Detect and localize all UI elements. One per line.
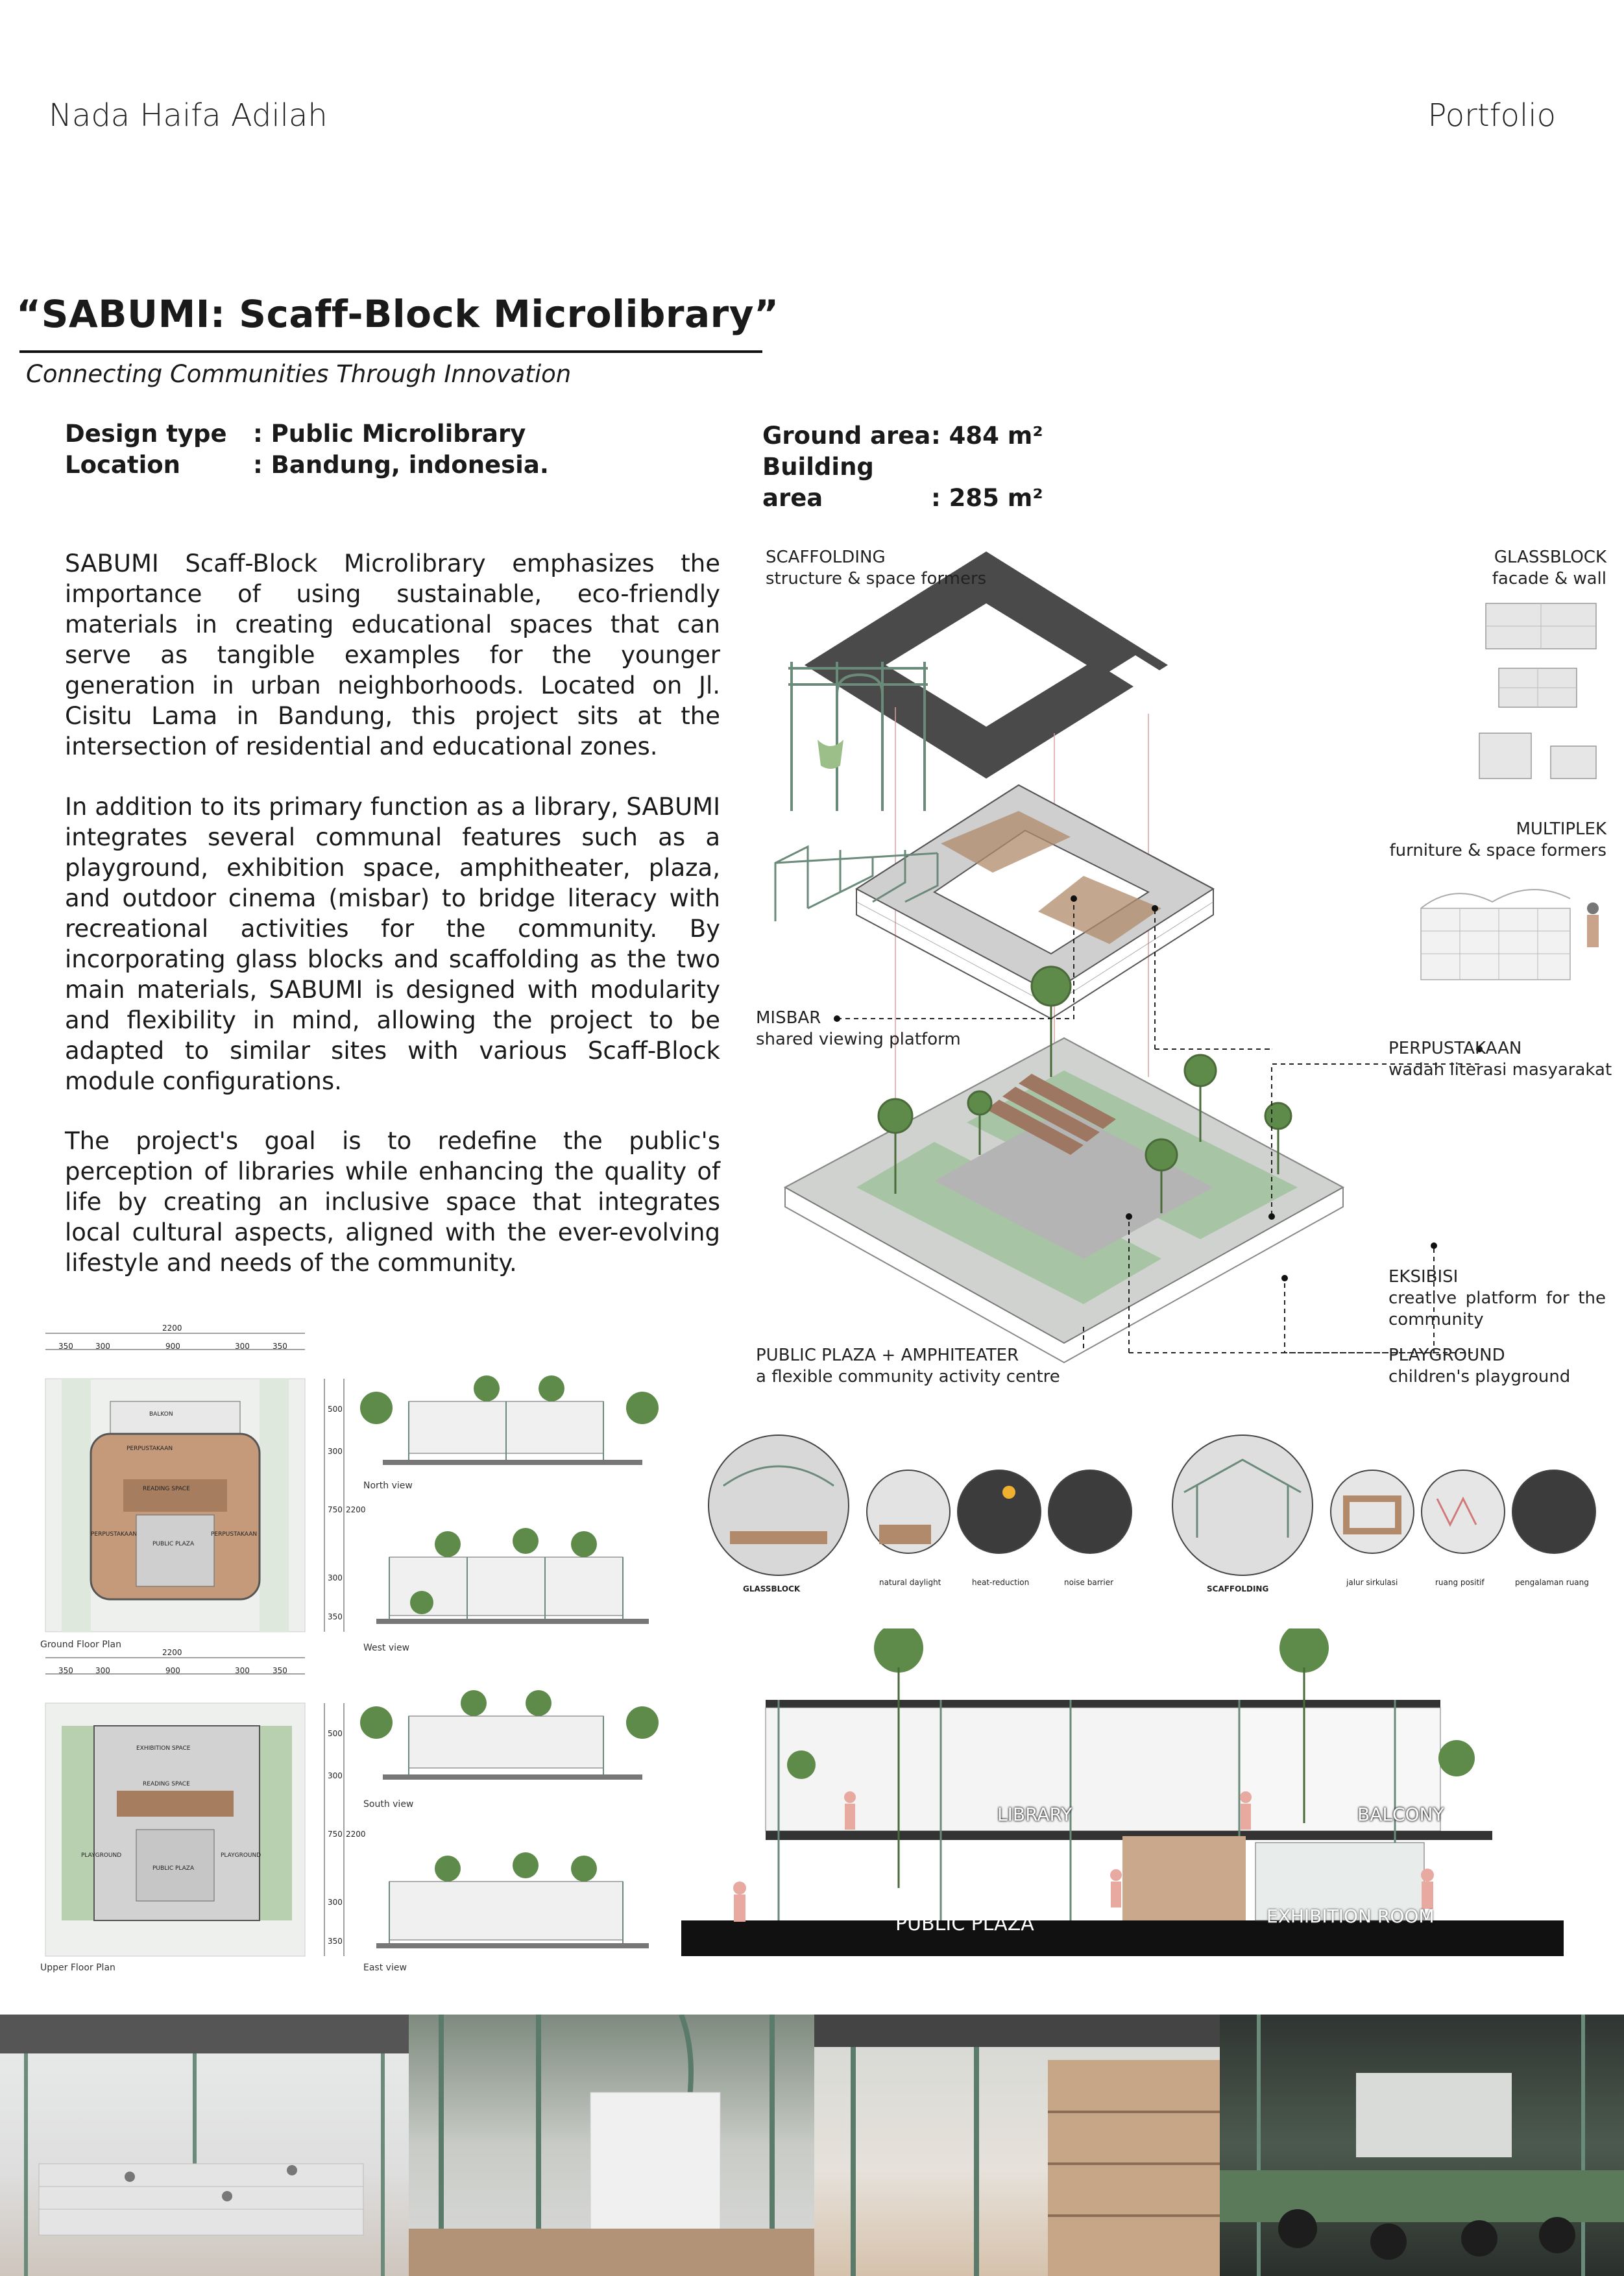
info-right — [762, 420, 1043, 514]
room-reading-space: READING SPACE — [143, 1486, 190, 1492]
room-playground-left: PLAYGROUND — [81, 1852, 122, 1859]
upper-floor-plan-label: Upper Floor Plan — [40, 1963, 115, 1973]
north-elevation — [357, 1362, 662, 1476]
design-type-value: : Public Microlibrary — [253, 420, 526, 448]
upper-plan-dim-5: 350 — [273, 1666, 287, 1675]
room-public-plaza: PUBLIC PLAZA — [152, 1541, 195, 1547]
info-left — [65, 418, 549, 481]
upper-side-dim-3: 750 — [328, 1830, 343, 1839]
plan-dim-4: 300 — [235, 1342, 250, 1351]
room-exhibition-space: EXHIBITION SPACE — [136, 1745, 191, 1752]
page-title: “SABUMI: Scaff-Block Microlibrary” — [16, 292, 779, 336]
benefit-heat-reduction: heat-reduction — [972, 1578, 1030, 1587]
room-upper-public-plaza: PUBLIC PLAZA — [152, 1865, 195, 1872]
annotation-scaffolding — [766, 547, 986, 590]
scaffolding-frames-render — [769, 837, 957, 928]
upper-side-dim-1: 500 — [328, 1729, 343, 1738]
upper-floor-plan — [39, 1648, 363, 1966]
benefit-pengalaman-ruang: pengalaman ruang — [1515, 1578, 1589, 1587]
section-label-library: LIBRARY — [997, 1804, 1073, 1825]
intro-paragraph: SABUMI Scaff-Block Microlibrary emphasizes the importance of using sustainable, eco-friendly materials in creating educational spaces that can serve as tangible examples for the younger generation in urban neighborhoods. Located on Jl. Cisitu Lama in Bandung, this project sits at the intersection of residential and educational zones. — [65, 550, 720, 760]
features-paragraph: In addition to its primary function as a library, SABUMI integrates several communal features such as a playground, exhibition space, amphitheater, plaza, and outdoor cinema (misbar) to bridge literacy with recreational activities for the community. By incorporating glass blocks and scaffolding as the two main materials, SABUMI is designed with modularity and flexibility in mind, allowing the project to be adapted to similar sites with various Scaff-Block module configurations. — [65, 793, 720, 1095]
annotation-eksibisi-desc: creative platform for the community — [1388, 1289, 1606, 1329]
glassblock-render — [1473, 597, 1622, 792]
plan-dim-1: 350 — [58, 1342, 73, 1351]
west-view-label: West view — [363, 1643, 410, 1653]
east-elevation — [357, 1843, 662, 1956]
annotation-misbar-title: MISBAR — [756, 1008, 821, 1028]
ground-floor-plan — [39, 1324, 363, 1641]
annotation-plaza — [756, 1345, 1060, 1388]
upper-side-dim-2: 300 — [328, 1771, 343, 1780]
location-label: Location — [65, 451, 181, 479]
annotation-eksibisi — [1388, 1266, 1606, 1331]
building-area-label: Building area — [762, 453, 874, 512]
glassblock-diagram-label: GLASSBLOCK — [743, 1584, 801, 1593]
scaffolding-diagram-label: SCAFFOLDING — [1207, 1584, 1269, 1593]
page-subtitle: Connecting Communities Through Innovation — [26, 360, 572, 388]
benefit-natural-daylight: natural daylight — [879, 1578, 941, 1587]
annotation-glassblock-title: GLASSBLOCK — [1494, 548, 1606, 567]
upper-plan-dim-4: 300 — [235, 1666, 250, 1675]
south-elevation — [357, 1677, 662, 1791]
plan-dim-total: 2200 — [162, 1324, 182, 1333]
annotation-perpustakaan-desc: wadah literasi masyarakat — [1388, 1060, 1612, 1080]
annotation-eksibisi-title: EKSIBISI — [1388, 1267, 1459, 1287]
plan-side-dim-1: 500 — [328, 1405, 343, 1414]
annotation-glassblock — [1492, 547, 1606, 590]
ground-floor-plan-label: Ground Floor Plan — [40, 1640, 122, 1650]
location-value: : Bandung, indonesia. — [253, 451, 549, 479]
plan-side-dim-4: 300 — [328, 1573, 343, 1582]
material-diagrams — [704, 1434, 1612, 1603]
section-label: Portfolio — [1427, 97, 1556, 134]
room-balkon: BALKON — [149, 1411, 173, 1418]
render-misbar-cinema — [1220, 2015, 1624, 2276]
annotation-playground — [1388, 1345, 1570, 1388]
ground-area-value: : 484 m² — [931, 422, 1043, 450]
annotation-misbar — [756, 1008, 961, 1050]
design-type-label: Design type — [65, 420, 227, 448]
annotation-glassblock-desc: facade & wall — [1492, 569, 1606, 588]
annotation-playground-desc: children's playground — [1388, 1367, 1571, 1386]
room-perpustakaan-top: PERPUSTAKAAN — [127, 1446, 173, 1452]
plan-side-dim-3: 750 — [328, 1505, 343, 1514]
section-label-balcony: BALCONY — [1357, 1804, 1444, 1825]
annotation-multiplek-desc: furniture & space formers — [1389, 841, 1606, 860]
plan-side-dim-5: 350 — [328, 1612, 343, 1621]
annotation-scaffolding-desc: structure & space formers — [766, 569, 987, 588]
east-view-label: East view — [363, 1963, 407, 1973]
ground-area-label: Ground area — [762, 422, 931, 450]
render-library-shelves — [814, 2015, 1220, 2276]
upper-side-dim-4: 300 — [328, 1898, 343, 1907]
room-upper-reading-space: READING SPACE — [143, 1781, 190, 1787]
benefit-ruang-positif: ruang positif — [1435, 1578, 1485, 1587]
plan-side-dim-total: 2200 — [346, 1505, 366, 1514]
plan-side-dim-2: 300 — [328, 1447, 343, 1456]
annotation-plaza-desc: a flexible community activity centre — [756, 1367, 1060, 1386]
annotation-misbar-desc: shared viewing platform — [756, 1030, 961, 1049]
upper-plan-dim-3: 900 — [165, 1666, 180, 1675]
upper-side-dim-total: 2200 — [346, 1830, 366, 1839]
title-underline — [19, 350, 762, 353]
benefit-jalur-sirkulasi: jalur sirkulasi — [1346, 1578, 1398, 1587]
room-perpustakaan-right: PERPUSTAKAAN — [211, 1531, 258, 1538]
west-elevation — [357, 1518, 662, 1632]
annotation-playground-title: PLAYGROUND — [1388, 1346, 1505, 1365]
section-label-exhibition-room: EXHIBITION ROOM — [1266, 1906, 1435, 1927]
annotation-scaffolding-title: SCAFFOLDING — [766, 548, 886, 567]
plan-dim-2: 300 — [95, 1342, 110, 1351]
benefit-noise-barrier: noise barrier — [1064, 1578, 1114, 1587]
room-playground-right: PLAYGROUND — [221, 1852, 261, 1859]
annotation-multiplek-title: MULTIPLEK — [1516, 819, 1606, 839]
render-amphitheater — [0, 2015, 409, 2276]
multiplek-render — [1414, 869, 1622, 993]
upper-plan-dim-2: 300 — [95, 1666, 110, 1675]
upper-plan-dim-total: 2200 — [162, 1648, 182, 1657]
south-view-label: South view — [363, 1799, 414, 1810]
goal-paragraph: The project's goal is to redefine the public's perception of libraries while enhancing the quality of life by creating an inclusive space that integrates local cultural aspects, aligned with the ever-evolving lifestyle and needs of the community. — [65, 1127, 720, 1277]
building-area-value: : 285 m² — [931, 484, 1043, 512]
annotation-perpustakaan — [1388, 1038, 1612, 1081]
room-perpustakaan-left: PERPUSTAKAAN — [91, 1531, 138, 1538]
author-name: Nada Haifa Adilah — [49, 97, 328, 134]
annotation-multiplek — [1389, 819, 1606, 862]
upper-side-dim-5: 350 — [328, 1937, 343, 1946]
plan-dim-3: 900 — [165, 1342, 180, 1351]
section-label-public-plaza: PUBLIC PLAZA — [895, 1913, 1034, 1935]
annotation-perpustakaan-title: PERPUSTAKAAN — [1388, 1039, 1522, 1058]
upper-plan-dim-1: 350 — [58, 1666, 73, 1675]
render-reading-area — [409, 2015, 814, 2276]
annotation-plaza-title: PUBLIC PLAZA + AMPHITEATER — [756, 1346, 1019, 1365]
plan-dim-5: 350 — [273, 1342, 287, 1351]
north-view-label: North view — [363, 1481, 413, 1491]
scaffolding-module-render — [785, 655, 934, 817]
